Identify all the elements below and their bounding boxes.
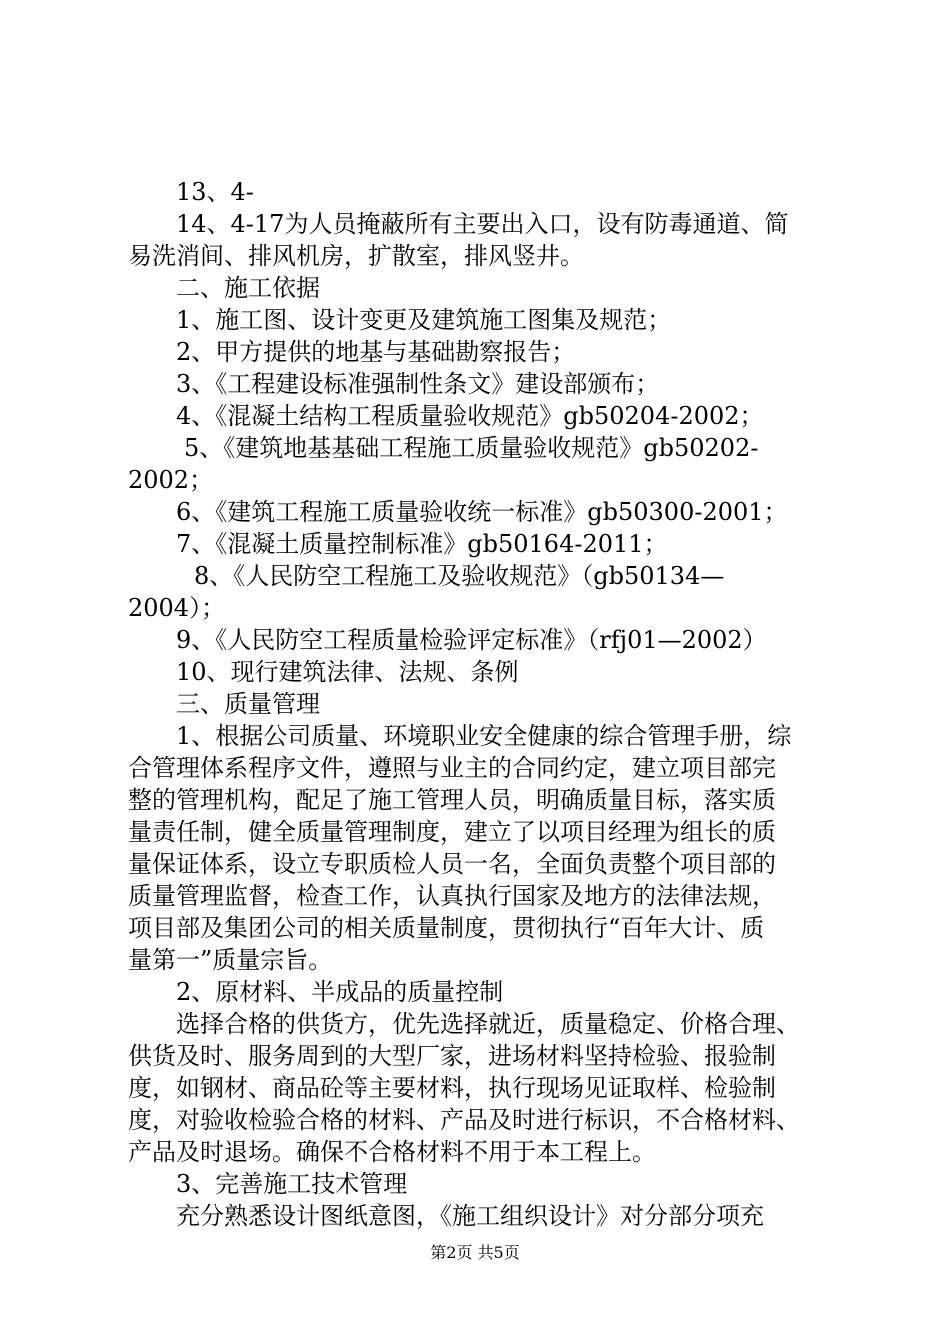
text-line: 2、原材料、半成品的质量控制	[176, 978, 504, 1006]
text-line: 7、《混凝土质量控制标准》gb50164-2011；	[176, 530, 668, 558]
text-line: 整的管理机构，配足了施工管理人员，明确质量目标，落实质	[128, 786, 776, 814]
text-line: 3、完善施工技术管理	[176, 1170, 408, 1198]
text-line: 供货及时、服务周到的大型厂家，进场材料坚持检验、报验制	[128, 1042, 776, 1070]
section-heading: 三、质量管理	[176, 690, 320, 718]
document-body	[128, 176, 833, 1232]
text-line: 产品及时退场。确保不合格材料不用于本工程上。	[128, 1138, 656, 1166]
text-line: 9、《人民防空工程质量检验评定标准》（rfj01—2002）	[176, 626, 767, 654]
text-line: 充分熟悉设计图纸意图，《施工组织设计》对分部分项充	[176, 1202, 764, 1230]
text-line: 易洗消间、排风机房，扩散室，排风竖井。	[128, 242, 584, 270]
text-line: 合管理体系程序文件，遵照与业主的合同约定，建立项目部完	[128, 754, 776, 782]
section-heading: 二、施工依据	[176, 274, 320, 302]
text-line: 选择合格的供货方，优先选择就近，质量稳定、价格合理、	[176, 1010, 800, 1038]
text-line: 13、4-	[176, 178, 254, 206]
text-line: 质量管理监督，检查工作，认真执行国家及地方的法律法规，	[128, 882, 776, 910]
text-line: 3、《工程建设标准强制性条文》建设部颁布；	[176, 370, 660, 398]
text-line: 2004）；	[128, 594, 226, 622]
text-line: 量第一”质量宗旨。	[128, 946, 333, 974]
text-line: 1、施工图、设计变更及建筑施工图集及规范；	[176, 306, 672, 334]
text-line: 14、4-17为人员掩蔽所有主要出入口，设有防毒通道、简	[176, 210, 789, 238]
text-line: 度，如钢材、商品砼等主要材料，执行现场见证取样、检验制	[128, 1074, 776, 1102]
text-line: 4、《混凝土结构工程质量验收规范》gb50204-2002；	[176, 402, 764, 430]
text-line: 2、甲方提供的地基与基础勘察报告；	[176, 338, 576, 366]
text-line: 度，对验收检验合格的材料、产品及时进行标识，不合格材料、	[128, 1106, 800, 1134]
text-line: 6、《建筑工程施工质量验收统一标准》gb50300-2001；	[176, 498, 788, 526]
text-line: 10、现行建筑法律、法规、条例	[176, 658, 519, 686]
text-line: 量责任制，健全质量管理制度，建立了以项目经理为组长的质	[128, 818, 776, 846]
text-line: 5、《建筑地基基础工程施工质量验收规范》gb50202-	[184, 434, 759, 462]
page-footer: 第2页 共5页	[430, 1243, 520, 1262]
text-line: 量保证体系，设立专职质检人员一名，全面负责整个项目部的	[128, 850, 776, 878]
text-line: 项目部及集团公司的相关质量制度，贯彻执行“百年大计、质	[128, 914, 765, 942]
text-line: 2002；	[128, 466, 214, 494]
text-line: 1、根据公司质量、环境职业安全健康的综合管理手册，综	[176, 722, 792, 750]
text-line: 8、《人民防空工程施工及验收规范》（gb50134—	[194, 562, 725, 590]
